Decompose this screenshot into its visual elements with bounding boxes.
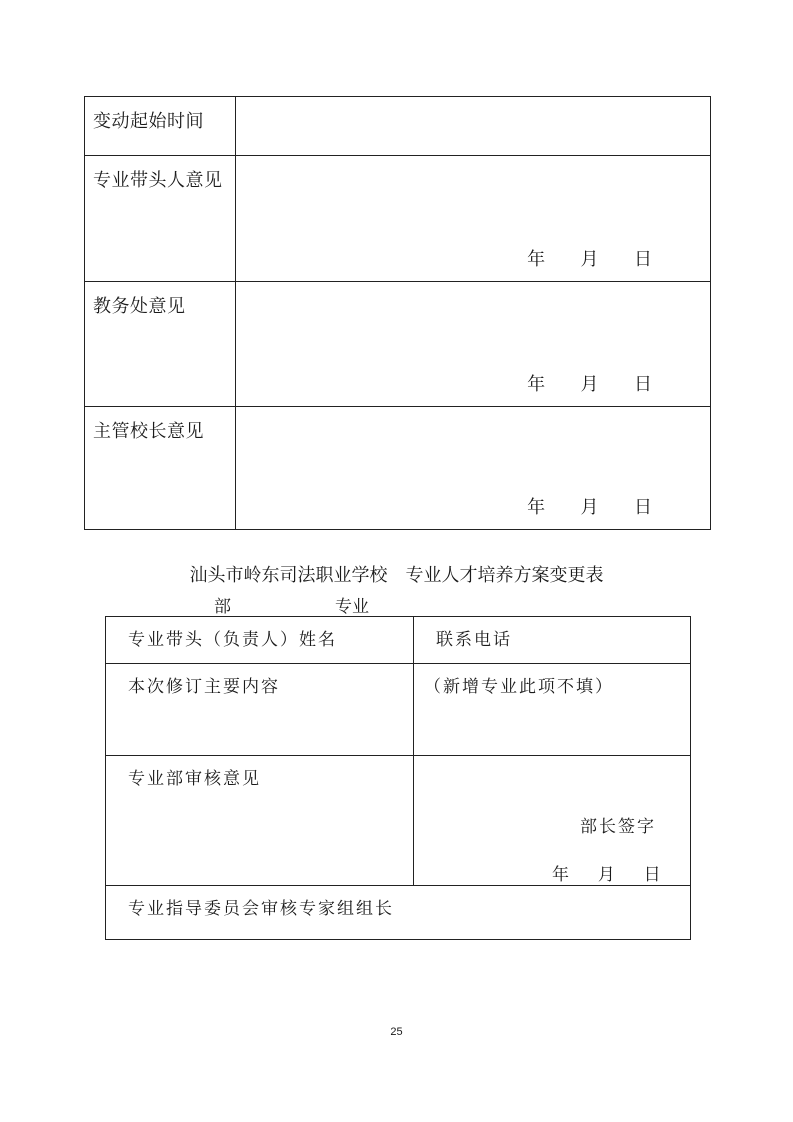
date-line xyxy=(527,370,652,396)
month-label: 月 xyxy=(580,374,599,395)
day-label: 日 xyxy=(643,865,661,885)
cell xyxy=(414,617,690,663)
year-label: 年 xyxy=(552,865,569,885)
row-leader xyxy=(106,617,690,663)
year-label: 年 xyxy=(527,374,546,395)
cell xyxy=(414,664,690,755)
row-principal-opinion xyxy=(85,406,710,529)
cell xyxy=(106,664,414,755)
dept-label: 部 xyxy=(214,597,231,617)
cell xyxy=(414,756,690,885)
dept-review-label: 专业部审核意见 xyxy=(128,769,261,789)
date-line xyxy=(527,245,652,271)
change-form-table xyxy=(105,616,691,940)
year-label: 年 xyxy=(527,249,546,270)
form-title xyxy=(0,561,793,587)
label-cell xyxy=(85,282,236,406)
year-label: 年 xyxy=(527,497,546,518)
approval-table xyxy=(84,96,711,530)
row-committee xyxy=(106,885,690,939)
cell xyxy=(106,617,414,663)
date-line xyxy=(552,860,661,885)
leader-name-label: 专业带头（负责人）姓名 xyxy=(128,630,337,650)
dept-head-sign-label: 部长签字 xyxy=(580,817,656,837)
revision-note: （新增专业此项不填） xyxy=(424,677,614,697)
day-label: 日 xyxy=(634,374,652,395)
major-label: 专业 xyxy=(335,597,369,617)
label-change-start-time: 变动起始时间 xyxy=(93,111,204,132)
label-cell xyxy=(85,97,236,155)
label-principal-opinion: 主管校长意见 xyxy=(93,421,204,442)
month-label: 月 xyxy=(580,497,599,518)
label-academic-affairs-opinion: 教务处意见 xyxy=(93,296,186,317)
day-label: 日 xyxy=(634,497,652,518)
cell xyxy=(106,756,414,885)
school-name: 汕头市岭东司法职业学校 xyxy=(189,565,388,586)
day-label: 日 xyxy=(634,249,652,270)
row-change-start-time xyxy=(85,97,710,155)
label-cell xyxy=(85,407,236,529)
month-label: 月 xyxy=(597,865,615,885)
page-number: 25 xyxy=(390,1026,403,1038)
label-cell xyxy=(85,156,236,281)
month-label: 月 xyxy=(580,249,599,270)
row-major-leader-opinion xyxy=(85,155,710,281)
date-line xyxy=(527,493,652,519)
label-major-leader-opinion: 专业带头人意见 xyxy=(93,170,223,191)
revision-content-label: 本次修订主要内容 xyxy=(128,677,280,697)
form-name: 专业人才培养方案变更表 xyxy=(405,565,604,586)
committee-label: 专业指导委员会审核专家组组长 xyxy=(128,899,394,919)
phone-label: 联系电话 xyxy=(436,630,512,650)
row-revision xyxy=(106,663,690,755)
row-dept-review xyxy=(106,755,690,885)
row-academic-affairs-opinion xyxy=(85,281,710,406)
